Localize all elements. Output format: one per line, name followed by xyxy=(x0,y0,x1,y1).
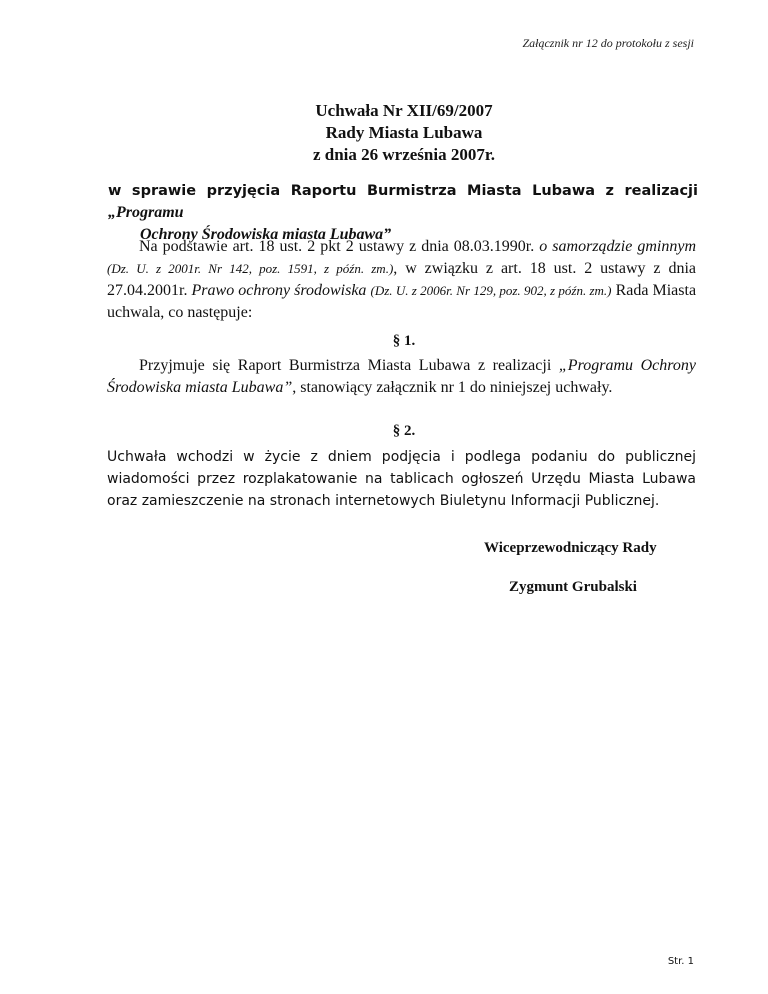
resolution-title xyxy=(0,100,768,166)
section-1-program: „Programu Ochrony Środowiska miasta Lubawa” xyxy=(107,357,696,396)
section-1-text-a: Przyjmuje się Raport Burmistrza Miasta Lubawa z realizacji xyxy=(139,357,552,374)
subject-prefix: w sprawie przyjęcia Raportu Burmistrza Miasta Lubawa z realizacji xyxy=(108,183,698,199)
basis-act2-ref: (Dz. U. z 2006r. Nr 129, poz. 902, z późn. zm.) xyxy=(370,283,612,298)
title-number: Uchwała Nr XII/69/2007 xyxy=(315,101,493,120)
basis-part1: Na podstawie art. 18 ust. 2 pkt 2 ustawy z dnia 08.03.1990r. xyxy=(139,238,535,255)
title-date: z dnia 26 września 2007r. xyxy=(312,145,496,164)
section-2-heading: § 2. xyxy=(392,423,416,439)
section-1-heading: § 1. xyxy=(392,333,416,349)
subject-program-start: „Programu xyxy=(108,204,184,221)
section-1-text-c: , stanowiący załącznik nr 1 do niniejszej uchwały. xyxy=(292,379,613,396)
basis-part7: Rada Miasta uchwala, co następuje: xyxy=(107,282,697,321)
section-2-text: Uchwała wchodzi w życie z dniem podjęcia i podlega podaniu do publicznej wiadomości przez rozplakatowanie na tablicach ogłoszeń Urzędu Miasta Lubawa oraz zamieszczenie na stronach internetowych Biuletynu Informacji Publicznej. xyxy=(107,449,696,509)
subject-program-end: Ochrony Środowiska miasta Lubawa” xyxy=(140,226,392,243)
signature-role: Wiceprzewodniczący Rady xyxy=(484,540,657,556)
signature-name: Zygmunt Grubalski xyxy=(509,579,637,595)
section-1-text xyxy=(107,355,696,399)
title-council: Rady Miasta Lubawa xyxy=(325,123,483,142)
basis-act2-title: Prawo ochrony środowiska xyxy=(191,282,367,299)
basis-act1-ref: (Dz. U. z 2001r. Nr 142, poz. 1591, z późn. zm.) xyxy=(107,261,394,276)
legal-basis xyxy=(107,236,696,324)
basis-act1-title: o samorządzie gminnym xyxy=(539,238,696,255)
attachment-note: Załącznik nr 12 do protokołu z sesji xyxy=(522,36,694,50)
page-number: Str. 1 xyxy=(667,956,694,967)
basis-part4: , w związku z art. 18 ust. 2 ustawy z dnia 27.04.2001r. xyxy=(107,260,697,299)
